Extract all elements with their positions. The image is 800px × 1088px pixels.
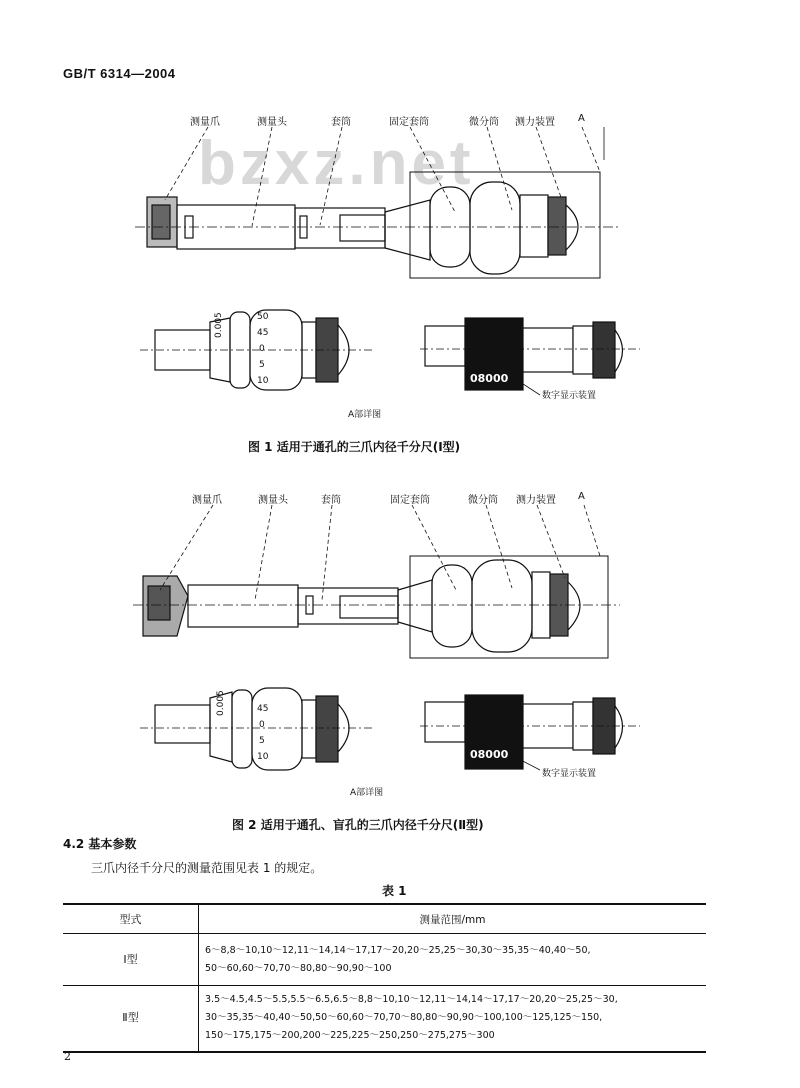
fig1-label-fixed-sleeve: 固定套筒 (389, 117, 429, 128)
fig2-scale-text: 0.005 (216, 690, 226, 716)
fig2-label-ratchet: 测力装置 (516, 495, 556, 506)
fig2-scale-mark: 5 (259, 736, 265, 746)
table-row (63, 934, 706, 986)
fig2-label-claw: 测量爪 (192, 495, 222, 506)
fig2-label-thimble: 微分筒 (468, 495, 498, 506)
fig1-digital-display-label: 数字显示装置 (542, 391, 597, 401)
fig1-label-claw: 测量爪 (190, 117, 220, 128)
fig2-label-a: A (578, 491, 585, 502)
range-line: 50～60,60～70,70～80,80～90,90～100 (205, 962, 392, 974)
table-row (63, 986, 706, 1052)
fig2-scale-mark: 0 (259, 720, 265, 730)
fig2-label-sleeve: 套筒 (321, 495, 341, 506)
range-line: 3.5～4.5,4.5～5.5,5.5～6.5,6.5～8,8～10,10～12,11～14,14～17,17～20,20～25,25～30, (205, 994, 618, 1006)
fig2-scale-mark: 10 (257, 752, 269, 762)
range-line: 30～35,35～40,40～50,50～60,60～70,70～80,80～90,90～100,100～125,125～150, (205, 1012, 603, 1024)
document-header: GB/T 6314—2004 (63, 66, 176, 81)
fig1-scale-mark: 5 (259, 360, 265, 370)
table-cell-range (199, 986, 707, 1052)
table-cell-range (199, 934, 707, 986)
figure2-caption: 图 2 适用于通孔、盲孔的三爪内径千分尺(Ⅱ型) (232, 818, 484, 832)
fig1-counter: 08000 (470, 372, 509, 385)
table-cell-type: Ⅰ型 (63, 934, 199, 986)
range-table (63, 903, 706, 1053)
fig1-label-ratchet: 测力装置 (515, 117, 555, 128)
fig1-scale-mark: 50 (257, 312, 269, 322)
fig1-scale-text: 0.005 (214, 312, 224, 338)
fig2-digital-display-label: 数字显示装置 (542, 769, 597, 779)
fig1-label-thimble: 微分筒 (469, 117, 499, 128)
fig2-counter: 08000 (470, 748, 509, 761)
fig1-detail-caption: A部详图 (348, 410, 382, 420)
fig2-detail-caption: A部详图 (350, 788, 384, 798)
table-header-range: 测量范围/mm (199, 904, 707, 934)
table-caption: 表 1 (382, 884, 407, 898)
range-line: 150～175,175～200,200～225,225～250,250～275,275～300 (205, 1030, 495, 1042)
section-heading: 4.2 基本参数 (63, 837, 137, 851)
page-number: 2 (64, 1050, 71, 1063)
fig1-scale-mark: 10 (257, 376, 269, 386)
figure1-caption: 图 1 适用于通孔的三爪内径千分尺(Ⅰ型) (248, 440, 461, 454)
fig1-scale-mark: 45 (257, 328, 269, 338)
fig1-label-sleeve: 套筒 (331, 117, 351, 128)
fig2-label-fixed-sleeve: 固定套筒 (390, 495, 430, 506)
section-paragraph: 三爪内径千分尺的测量范围见表 1 的规定。 (91, 861, 323, 875)
fig1-scale-mark: 0 (259, 344, 265, 354)
table-cell-type: Ⅱ型 (63, 986, 199, 1052)
fig2-label-head: 测量头 (258, 495, 288, 506)
fig1-label-a: A (578, 113, 585, 124)
table-header-type: 型式 (63, 904, 199, 934)
fig1-label-head: 测量头 (257, 117, 287, 128)
watermark: bzxz.net (198, 129, 475, 198)
range-line: 6～8,8～10,10～12,11～14,14～17,17～20,20～25,25～30,30～35,35～40,40～50, (205, 944, 591, 956)
fig2-scale-mark: 45 (257, 704, 269, 714)
table-header-row (63, 904, 706, 934)
